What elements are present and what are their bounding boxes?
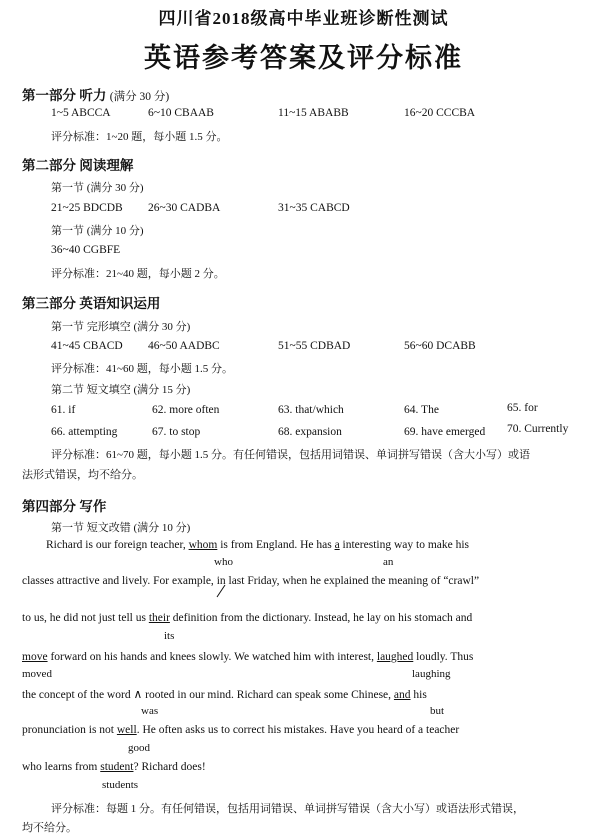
insertion-caret: ∧	[133, 687, 143, 701]
part3-section2-note-line1: 评分标准：61~70 题，每小题 1.5 分。有任何错误，包括用词错误、单词拼写错误（含大小写）或语	[51, 449, 530, 461]
error-word: their	[148, 612, 170, 624]
fill-answer: 70. Currently	[507, 423, 569, 435]
part3-section1-note: 评分标准：41~60 题，每小题 1.5 分。	[51, 363, 233, 375]
correction-word: but	[430, 705, 445, 717]
part3-section1-heading: 第一节 完形填空 (满分 30 分)	[51, 321, 191, 333]
part1-points: (满分 30 分)	[109, 91, 170, 103]
passage-line: Richard is our foreign teacher, whom is from England. He has a interesting way to make his	[46, 539, 470, 551]
answer-group: 31~35 CABCD	[278, 202, 350, 214]
passage-line: the concept of the word ∧ rooted in our mind. Richard can speak some Chinese, and his	[22, 687, 427, 701]
fill-answer: 64. The	[404, 404, 439, 416]
fill-answer: 68. expansion	[278, 426, 342, 438]
fill-answer: 65. for	[507, 402, 538, 414]
passage-line: who learns from student? Richard does!	[22, 761, 206, 773]
answer-group: 21~25 BDCDB	[51, 202, 123, 214]
correction-word: its	[164, 630, 175, 642]
answer-group: 51~55 CDBAD	[278, 340, 351, 352]
part2-heading: 第二部分 阅读理解	[22, 158, 134, 173]
part2-section1-heading: 第一节 (满分 30 分)	[51, 182, 144, 194]
part2-scoring-note: 评分标准：21~40 题，每小题 2 分。	[51, 268, 225, 280]
part4-scoring-note-line2: 均不给分。	[22, 822, 77, 834]
fill-answer: 62. more often	[152, 404, 220, 416]
passage-line: classes attractive and lively. For example, in last Friday, when he explained the meaning of “crawl”	[22, 575, 479, 587]
answer-group: 16~20 CCCBA	[404, 107, 476, 119]
answer-group: 6~10 CBAAB	[148, 107, 214, 119]
fill-answer: 61. if	[51, 404, 76, 416]
strike-slash-icon	[216, 584, 226, 598]
error-word: whom	[188, 539, 218, 551]
part1-heading-label: 第一部分 听力	[22, 88, 107, 103]
correction-word: students	[102, 779, 139, 791]
part4-scoring-note-line1: 评分标准：每题 1 分。有任何错误，包括用词错误、单词拼写错误（含大小写）或语法形式错误，	[51, 803, 524, 815]
fill-answer: 69. have emerged	[404, 426, 486, 438]
answer-key-title: 英语参考答案及评分标准	[144, 43, 463, 73]
error-word: move	[22, 651, 48, 663]
part1-scoring-note: 评分标准：1~20 题，每小题 1.5 分。	[51, 131, 228, 143]
answer-group: 11~15 ABABB	[278, 107, 349, 119]
part2-section2-heading: 第一节 (满分 10 分)	[51, 225, 144, 237]
fill-answer: 63. that/which	[278, 404, 344, 416]
correction-word: laughing	[412, 668, 451, 680]
answer-group: 46~50 AADBC	[148, 340, 220, 352]
fill-answer: 66. attempting	[51, 426, 118, 438]
passage-line: pronunciation is not well. He often asks us to correct his mistakes. Have you heard of a teacher	[22, 724, 460, 736]
part4-section1-heading: 第一节 短文改错 (满分 10 分)	[51, 522, 191, 534]
part3-section2-heading: 第二节 短文填空 (满分 15 分)	[51, 384, 191, 396]
answer-group: 56~60 DCABB	[404, 340, 476, 352]
error-word: a	[334, 539, 340, 551]
error-word: and	[393, 689, 411, 701]
exam-title: 四川省2018级高中毕业班诊断性测试	[158, 9, 449, 28]
error-word: well	[116, 724, 137, 736]
part1-heading	[22, 84, 169, 104]
correction-word: who	[214, 556, 233, 568]
answer-group: 26~30 CADBA	[148, 202, 221, 214]
correction-word: good	[128, 742, 150, 754]
part3-heading: 第三部分 英语知识运用	[22, 296, 161, 311]
part4-heading: 第四部分 写作	[22, 499, 107, 514]
correction-word: an	[383, 556, 394, 568]
passage-line: move forward on his hands and knees slowly. We watched him with interest, laughed loudly. Thus	[22, 651, 474, 663]
answer-group: 1~5 ABCCA	[51, 107, 111, 119]
correction-word: moved	[22, 668, 52, 680]
fill-answer: 67. to stop	[152, 426, 201, 438]
passage-line: to us, he did not just tell us their definition from the dictionary. Instead, he lay on his stomach and	[22, 612, 473, 624]
answer-group: 36~40 CGBFE	[51, 244, 121, 256]
answer-group: 41~45 CBACD	[51, 340, 123, 352]
error-word: student	[100, 761, 134, 773]
error-word: laughed	[376, 651, 414, 663]
part3-section2-note-line2: 法形式错误，均不给分。	[22, 469, 143, 481]
correction-word: was	[141, 705, 159, 717]
